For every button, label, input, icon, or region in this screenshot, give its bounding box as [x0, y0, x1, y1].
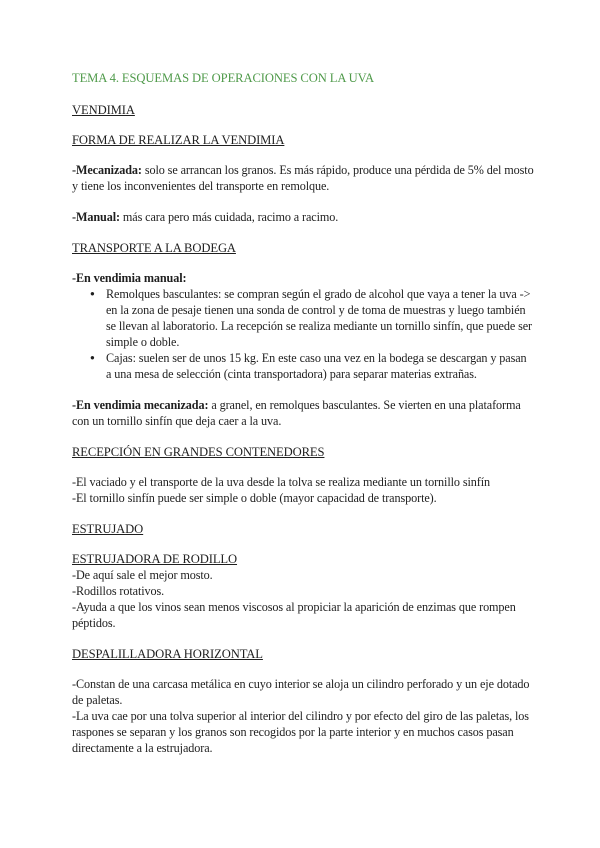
despalilladora-line-1: -Constan de una carcasa metálica en cuyo interior se aloja un cilindro perforado y un eje dotado de paletas.: [72, 677, 530, 707]
subheading-estrujadora-rodillo: ESTRUJADORA DE RODILLO: [72, 552, 238, 566]
text-mecanizada: solo se arrancan los granos. Es más rápido, produce una pérdida de 5% del mosto y tiene los inconvenientes del transporte en remolque.: [72, 163, 534, 193]
document-page: [72, 70, 534, 756]
recepcion-line-1: -El vaciado y el transporte de la uva desde la tolva se realiza mediante un tornillo sinfín: [72, 475, 490, 489]
document-title: TEMA 4. ESQUEMAS DE OPERACIONES CON LA UVA: [72, 71, 375, 85]
paragraph-vendimia-mecanizada: [72, 397, 534, 429]
list-transporte-manual: [72, 286, 534, 382]
label-vendimia-mecanizada: -En vendimia mecanizada:: [72, 398, 209, 412]
estrujado-line-1: -De aquí sale el mejor mosto.: [72, 568, 213, 582]
section-heading-transporte: TRANSPORTE A LA BODEGA: [72, 241, 236, 255]
label-manual: -Manual:: [72, 210, 120, 224]
label-mecanizada: -Mecanizada:: [72, 163, 142, 177]
section-heading-vendimia: VENDIMIA: [72, 103, 135, 117]
recepcion-line-2: -El tornillo sinfín puede ser simple o doble (mayor capacidad de transporte).: [72, 491, 437, 505]
despalilladora-line-2: -La uva cae por una tolva superior al interior del cilindro y por efecto del giro de las paletas, los raspones se separan y los granos son recogidos por la parte interior y en muchos casos pasan directamente a la estrujadora.: [72, 709, 529, 755]
paragraph-manual: [72, 209, 534, 225]
text-vendimia-mecanizada: a granel, en remolques basculantes. Se vierten en una plataforma con un tornillo sinfín que deja caer a la uva.: [72, 398, 521, 428]
subheading-forma-vendimia: FORMA DE REALIZAR LA VENDIMIA: [72, 133, 285, 147]
list-item: ● Remolques basculantes: se compran según el grado de alcohol que vaya a tener la uva -> en la zona de pesaje tienen una sonda de control y de toma de muestras y luego también se llevan al laboratorio. La recepción se realiza mediante un tornillo sinfín, que puede ser simple o doble.: [106, 286, 534, 350]
estrujado-line-3: -Ayuda a que los vinos sean menos viscosos al propiciar la aparición de enzimas que rompen péptidos.: [72, 600, 516, 630]
label-vendimia-manual: -En vendimia manual:: [72, 271, 187, 285]
text-manual: más cara pero más cuidada, racimo a racimo.: [119, 210, 339, 224]
estrujado-line-2: -Rodillos rotativos.: [72, 584, 165, 598]
section-heading-estrujado: ESTRUJADO: [72, 522, 144, 536]
section-heading-despalilladora: DESPALILLADORA HORIZONTAL: [72, 647, 263, 661]
paragraph-vendimia-manual: [72, 270, 534, 286]
section-heading-recepcion: RECEPCIÓN EN GRANDES CONTENEDORES: [72, 445, 325, 459]
list-item: ● Cajas: suelen ser de unos 15 kg. En este caso una vez en la bodega se descargan y pasan a una mesa de selección (cinta transportadora) para separar materias extrañas.: [106, 350, 534, 382]
paragraph-mecanizada: [72, 162, 534, 194]
